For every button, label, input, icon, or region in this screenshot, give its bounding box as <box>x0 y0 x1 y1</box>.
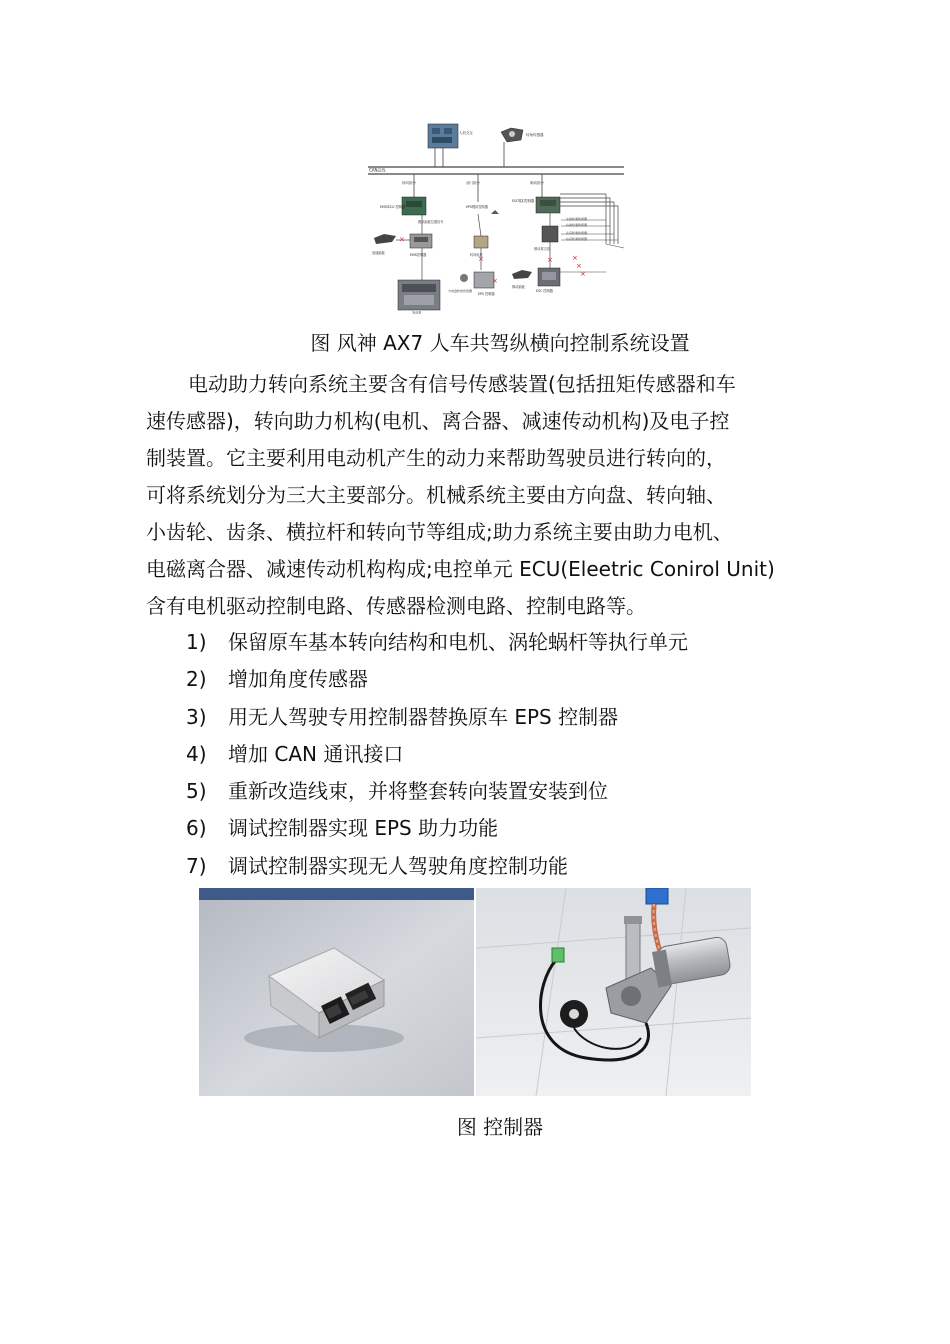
svg-text:ESC模拟控制器: ESC模拟控制器 <box>512 199 535 203</box>
list-item: 1) 保留原车基本转向结构和电机、涡轮蜗杆等执行单元 <box>186 630 688 654</box>
body-paragraph <box>146 366 811 625</box>
paragraph-line: 制装置。它主要利用电动机产生的动力来帮助驾驶员进行转向的， <box>146 446 726 470</box>
svg-text:方向盘转角传感器: 方向盘转角传感器 <box>448 289 473 293</box>
svg-text:EPS 控制器: EPS 控制器 <box>478 292 495 296</box>
system-diagram <box>366 122 628 314</box>
svg-text:制动踏板: 制动踏板 <box>512 285 525 289</box>
svg-text:ESC 控制器: ESC 控制器 <box>536 289 553 293</box>
svg-text:×: × <box>580 270 586 278</box>
svg-text:×: × <box>572 254 578 262</box>
svg-text:×: × <box>478 255 484 263</box>
list-item: 2) 增加角度传感器 <box>186 667 368 692</box>
list-item: 3) 用无人驾驶专用控制器替换原车 EPS 控制器 <box>186 704 619 729</box>
paragraph-line: 速传感器)，转向助力机构(电机、离合器、减速传动机构)及电子控 <box>146 409 730 433</box>
svg-text:转向电机: 转向电机 <box>470 253 483 257</box>
paragraph-line: 含有电机驱动控制电路、传感器检测电路、控制电路等。 <box>146 594 646 618</box>
svg-text:发动机: 发动机 <box>412 311 422 314</box>
svg-text:油门指令: 油门指令 <box>466 181 480 185</box>
svg-text:EPS模拟控制器: EPS模拟控制器 <box>466 205 488 209</box>
steering-assembly-photo <box>476 888 751 1096</box>
list-item: 4) 增加 CAN 通讯接口 <box>186 741 404 766</box>
svg-text:×: × <box>547 256 553 264</box>
svg-text:×: × <box>399 235 405 244</box>
svg-text:制动真空泵: 制动真空泵 <box>534 247 550 251</box>
svg-text:左后轮速传感器: 左后轮速传感器 <box>566 231 588 235</box>
figure1-caption: 图 风神 AX7 人车共驾纵横向控制系统设置 <box>310 331 690 355</box>
svg-text:模拟踏板位置信号: 模拟踏板位置信号 <box>418 220 444 224</box>
paragraph-line: 可将系统划分为三大主要部分。机械系统主要由方向盘、转向轴、 <box>146 483 726 507</box>
list-item: 6) 调试控制器实现 EPS 助力功能 <box>186 816 499 841</box>
svg-text:加速踏板: 加速踏板 <box>372 251 385 255</box>
figure2-caption: 图 控制器 <box>456 1115 544 1139</box>
svg-text:EMS控制器: EMS控制器 <box>410 253 427 257</box>
svg-text:转角传感器: 转角传感器 <box>526 133 544 137</box>
can-bus-label: CAN总线 <box>369 167 386 173</box>
svg-text:×: × <box>576 262 582 270</box>
svg-text:右后轮速传感器: 右后轮速传感器 <box>566 237 588 241</box>
paragraph-line: 小齿轮、齿条、横拉杆和转向节等组成;助力系统主要由助力电机、 <box>146 520 733 544</box>
numbered-list <box>186 624 688 885</box>
svg-text:右前轮速传感器: 右前轮速传感器 <box>566 223 588 227</box>
controller-photo <box>199 888 474 1096</box>
svg-text:转向指令: 转向指令 <box>402 181 416 185</box>
list-item: 5) 重新改造线束，并将整套转向装置安装到位 <box>186 779 608 804</box>
list-item: 7) 调试控制器实现无人驾驶角度控制功能 <box>186 853 568 878</box>
svg-text:制动指令: 制动指令 <box>530 181 544 185</box>
paragraph-line: 电磁离合器、减速传动机构构成;电控单元 ECU(Eleetric Conirol Unit) <box>146 557 775 581</box>
svg-text:人机交互: 人机交互 <box>459 131 473 135</box>
paragraph-line: 电动助力转向系统主要含有信号传感装置(包括扭矩传感器和车 <box>188 372 736 396</box>
svg-text:EMS/ECU 控制器: EMS/ECU 控制器 <box>380 205 406 209</box>
svg-text:×: × <box>492 277 498 285</box>
svg-text:左前轮速传感器: 左前轮速传感器 <box>566 217 588 221</box>
